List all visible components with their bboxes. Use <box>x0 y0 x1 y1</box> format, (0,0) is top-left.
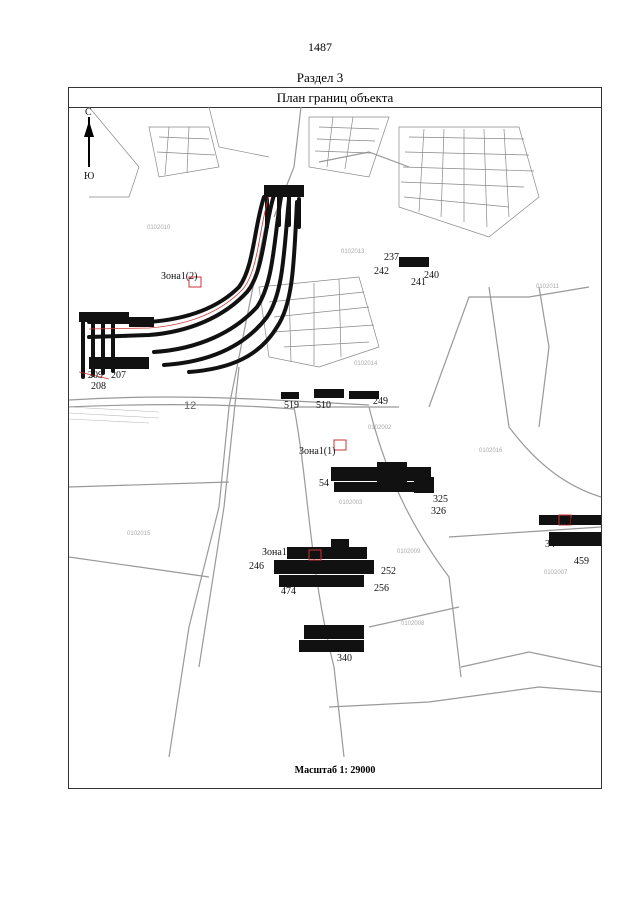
point-label: 252 <box>381 566 396 577</box>
compass-south: Ю <box>84 171 95 182</box>
point-label: 241 <box>411 277 426 288</box>
cadastral-label: 0102016 <box>479 448 503 454</box>
map-frame <box>68 87 602 789</box>
point-label: 237 <box>384 252 399 263</box>
cadastral-label: 0102002 <box>368 425 392 431</box>
settlement-grid <box>89 107 539 367</box>
point-label: 242 <box>374 266 389 277</box>
point-label: 207 <box>111 370 126 381</box>
cadastral-label: 0102010 <box>147 225 171 231</box>
boundary-map[interactable] <box>69 107 601 757</box>
point-label: 510 <box>316 400 331 411</box>
pipeline-bundle <box>83 195 299 377</box>
point-label: 34 <box>545 539 555 550</box>
cadastral-label: 0102008 <box>401 621 425 627</box>
point-label: 246 <box>249 561 264 572</box>
zone-label: Зона1 <box>549 517 574 528</box>
point-label: 208 <box>91 381 106 392</box>
water-label: 12 <box>184 400 197 412</box>
cadastral-label: 0102009 <box>397 549 421 555</box>
scale-label: Масштаб 1: 29000 <box>294 765 376 776</box>
section-heading: Раздел 3 <box>296 70 344 85</box>
north-arrow <box>84 107 94 182</box>
cadastral-label: 0102011 <box>536 284 559 290</box>
point-clusters <box>79 185 601 652</box>
road-lines <box>69 107 601 757</box>
frame-title: План границ объекта <box>69 88 601 108</box>
point-label: 340 <box>337 653 352 664</box>
point-label: 256 <box>374 583 389 594</box>
zone-label: Зона1(2) <box>161 271 198 282</box>
water-channel <box>69 407 159 423</box>
point-label: 474 <box>281 586 296 597</box>
cadastral-label: 0102014 <box>354 361 378 367</box>
cadastral-label: 0102013 <box>341 249 365 255</box>
zone-label: Зона1 <box>262 547 287 558</box>
point-label: 249 <box>373 396 388 407</box>
point-label: 209 <box>88 370 103 381</box>
point-labels <box>88 252 589 664</box>
compass-north: С <box>85 107 92 118</box>
point-label: 325 <box>433 494 448 505</box>
point-label: 459 <box>574 556 589 567</box>
page-number: 1487 <box>308 40 332 54</box>
point-label: 240 <box>424 270 439 281</box>
point-label: 326 <box>431 506 446 517</box>
cadastral-label: 0102003 <box>339 500 363 506</box>
zone-label: Зона1(1) <box>299 446 336 457</box>
cadastral-label: 0102007 <box>544 570 568 576</box>
point-label: 54 <box>319 478 329 489</box>
point-label: 519 <box>284 400 299 411</box>
cadastral-label: 0102015 <box>127 531 151 537</box>
